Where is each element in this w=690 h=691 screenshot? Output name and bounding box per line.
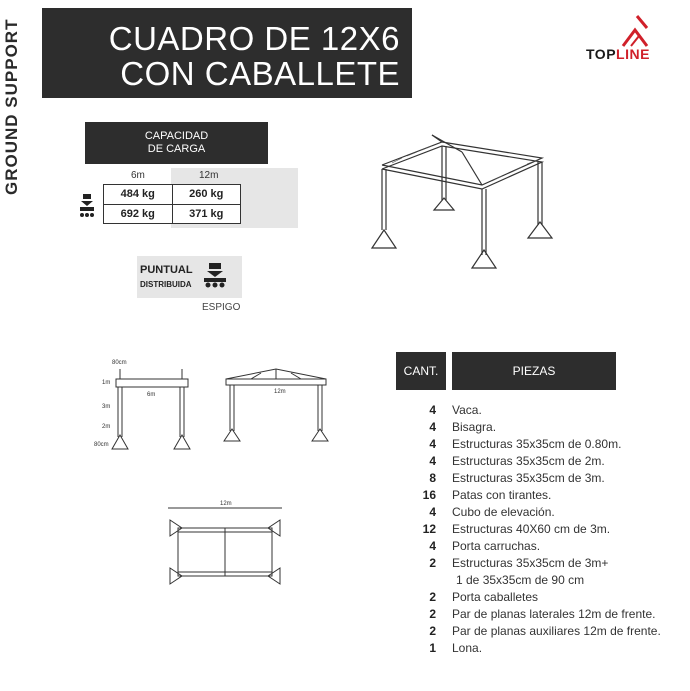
list-item [396,401,690,418]
item-desc: Lona. [452,640,483,655]
item-desc: Estructuras 35x35cm de 0.80m. [452,436,622,451]
item-qty: 2 [429,589,436,604]
list-item [396,554,690,571]
side-label: GROUND SUPPORT [2,18,21,195]
cant-header: CANT. [396,352,446,390]
dim-1m: 1m [102,380,111,386]
list-item [396,537,690,554]
item-qty: 4 [429,504,436,519]
capacity-row [104,204,241,224]
item-qty: 2 [429,606,436,621]
list-item [396,435,690,452]
item-desc: Estructuras 40X60 cm de 3m. [452,521,611,536]
item-qty: 1 [429,640,436,655]
list-item [396,588,690,605]
list-item [396,622,690,639]
item-desc: Par de planas laterales 12m de frente. [452,606,656,621]
capacity-cell: 484 kg [104,185,173,205]
logo-line: LINE [616,46,650,62]
item-desc: Porta caballetes [452,589,539,604]
capacity-row [104,185,241,205]
title-line2: CON CABALLETE [120,55,400,92]
logo-text [586,46,650,62]
capacity-heading [85,122,268,164]
capacity-heading-line2: DE CARGA [147,143,206,155]
item-desc: Par de planas auxiliares 12m de frente. [452,623,661,638]
col-12m-label: 12m [199,170,219,181]
item-qty: 4 [429,436,436,451]
side-elevation-diagram [92,355,202,455]
item-desc: Cubo de elevación. [452,504,555,519]
capacity-grid [101,168,298,228]
col-6m-label: 6m [131,170,145,181]
list-item [396,469,690,486]
list-item [396,503,690,520]
front-elevation-diagram [216,365,336,445]
piezas-list [396,401,690,656]
legend-espigo: ESPIGO [202,302,241,313]
capacity-heading-line1: CAPACIDAD [144,130,209,142]
item-qty: 4 [429,538,436,553]
item-desc: Estructuras 35x35cm de 3m. [452,470,605,485]
title-line1: CUADRO DE 12X6 [108,20,400,57]
list-item [396,486,690,503]
piezas-header: PIEZAS [452,352,616,390]
capacity-table [103,184,241,224]
item-qty: 4 [429,402,436,417]
capacity-cell: 692 kg [104,204,173,224]
isometric-structure-diagram [352,130,562,270]
item-qty: 12 [422,521,436,536]
dim-2m: 2m [102,424,111,430]
plan-view-diagram [160,498,290,590]
item-desc: Vaca. [452,402,482,417]
item-qty: 16 [422,487,436,502]
list-item [396,605,690,622]
dim-12m-plan: 12m [220,501,232,507]
title-box [42,8,412,98]
dim-80cm-top: 80cm [112,360,127,366]
list-item [396,418,690,435]
list-item-continuation [396,571,690,588]
list-item [396,639,690,656]
item-desc: Bisagra. [452,419,497,434]
capacity-cell: 260 kg [172,185,241,205]
logo-top: TOP [586,46,617,62]
list-item [396,520,690,537]
item-qty: 4 [429,453,436,468]
item-qty: 2 [429,555,436,570]
dim-80cm-bottom: 80cm [94,442,109,448]
list-item [396,452,690,469]
item-qty: 4 [429,419,436,434]
legend-puntual: PUNTUAL [140,264,193,276]
item-qty: 8 [429,470,436,485]
point-distributed-load-icon [202,262,228,288]
item-desc: Patas con tirantes. [452,487,552,502]
dim-3m: 3m [102,404,111,410]
item-desc: Porta carruchas. [452,538,541,553]
item-desc: Estructuras 35x35cm de 3m+ [452,555,609,570]
item-desc: Estructuras 35x35cm de 2m. [452,453,605,468]
item-qty: 2 [429,623,436,638]
legend-distribuida: DISTRIBUIDA [140,280,192,289]
load-stack-icon [79,193,95,219]
dim-12m-front: 12m [274,389,286,395]
capacity-cell: 371 kg [172,204,241,224]
dim-6m: 6m [147,392,156,398]
item-desc: 1 de 35x35cm de 90 cm [456,572,585,587]
